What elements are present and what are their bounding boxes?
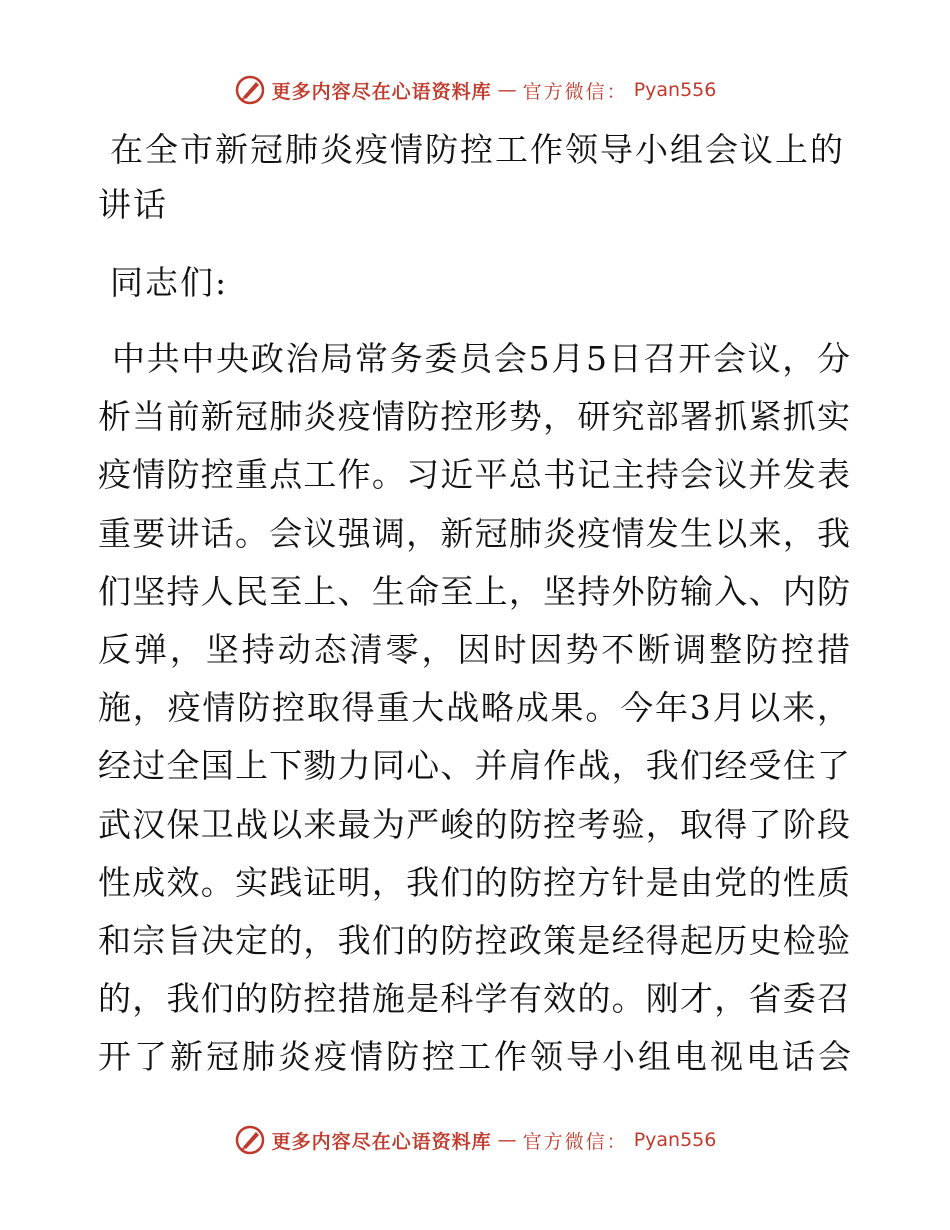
body-line: 经过全国上下勠力同心、并肩作战，我们经受住了: [98, 746, 850, 786]
quill-logo-icon: [234, 1124, 266, 1156]
watermark-wechat-id: Pyan556: [633, 1129, 717, 1151]
body-line: 施，疫情防控取得重大战略成果。今年3月以来，: [98, 688, 850, 728]
salutation: 同志们:: [110, 263, 229, 302]
body-line: 疫情防控重点工作。习近平总书记主持会议并发表: [98, 455, 850, 495]
watermark-wechat-label: 官方微信：: [522, 1130, 628, 1153]
body-line: 反弹，坚持动态清零，因时因势不断调整防控措: [98, 629, 850, 669]
body-line: 性成效。实践证明，我们的防控方针是由党的性质: [98, 862, 850, 902]
body-line: 武汉保卫战以来最为严峻的防控考验，取得了阶段: [98, 804, 850, 844]
body-line: 和宗旨决定的，我们的防控政策是经得起历史检验: [98, 920, 850, 960]
body-line: 中共中央政治局常务委员会5月5日召开会议，分: [112, 339, 850, 378]
watermark-wechat-label: 官方微信：: [522, 80, 628, 103]
body-line: 们坚持人民至上、生命至上，坚持外防输入、内防: [98, 571, 850, 611]
body-paragraph: [98, 330, 854, 1086]
quill-logo-icon: [234, 74, 266, 106]
watermark-footer: [0, 1122, 950, 1158]
body-line: 析当前新冠肺炎疫情防控形势，研究部署抓紧抓实: [98, 397, 850, 437]
watermark-separator: —: [497, 79, 517, 101]
document-title: 在全市新冠肺炎疫情防控工作领导小组会议上的讲话: [98, 130, 845, 224]
watermark-brand-text: 更多内容尽在心语资料库: [271, 1130, 492, 1153]
body-line: 开了新冠肺炎疫情防控工作领导小组电视电话会: [98, 1037, 854, 1077]
watermark-brand-text: 更多内容尽在心语资料库: [271, 80, 492, 103]
body-line: 的，我们的防控措施是科学有效的。刚才，省委召: [98, 979, 850, 1019]
watermark-header: [0, 72, 950, 108]
watermark-wechat-id: Pyan556: [633, 79, 717, 101]
body-line: 重要讲话。会议强调，新冠肺炎疫情发生以来，我: [98, 513, 850, 553]
watermark-separator: —: [497, 1129, 517, 1151]
